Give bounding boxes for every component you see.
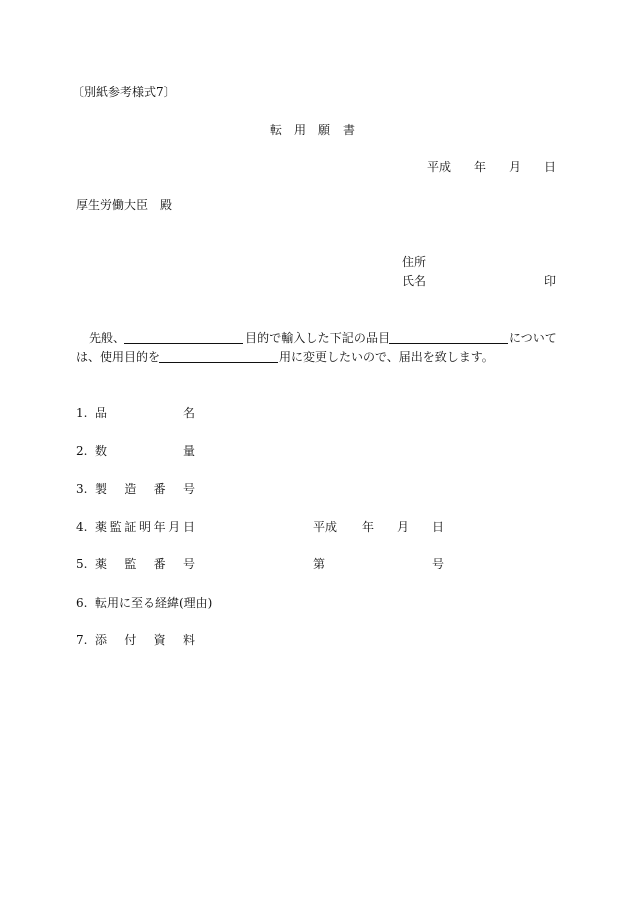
body-text: 目的で輸入した下記の品目 — [245, 331, 391, 345]
item-label: 薬 監 証 明 年 月 日 — [95, 520, 195, 534]
seal-label: 印 — [544, 274, 557, 288]
item-blank[interactable] — [389, 331, 508, 344]
cert-date-year: 年 — [362, 520, 375, 534]
title-char: 書 — [343, 123, 356, 137]
form-reference: 〔別紙参考様式7〕 — [72, 85, 176, 99]
item-number: 2. — [76, 444, 88, 458]
date-day: 日 — [544, 160, 557, 174]
item-number: 4. — [76, 520, 88, 534]
date-month: 月 — [509, 160, 522, 174]
item-label: 転用に至る経緯(理由) — [95, 596, 213, 610]
item-number: 7. — [76, 633, 88, 647]
title-char: 用 — [294, 123, 307, 137]
item-label: 品 名 — [95, 406, 195, 420]
item-number: 1. — [76, 406, 88, 420]
body-text: は、使用目的を — [76, 350, 161, 364]
purpose-blank[interactable] — [124, 331, 243, 344]
item-label: 薬 監 番 号 — [95, 557, 195, 571]
cert-date-day: 日 — [432, 520, 445, 534]
body-text: について — [509, 331, 557, 345]
date-year: 年 — [474, 160, 487, 174]
body-text: 先般、 — [89, 331, 126, 345]
address-label: 住所 — [402, 255, 427, 269]
cert-number-suffix: 号 — [432, 557, 445, 571]
date-era: 平成 — [427, 160, 452, 174]
addressee: 厚生労働大臣 殿 — [76, 198, 173, 212]
item-label: 添 付 資 料 — [95, 633, 195, 647]
body-text: 用に変更したいので、届出を致します。 — [279, 350, 494, 364]
item-label: 数 量 — [95, 444, 195, 458]
title-char: 転 — [270, 123, 283, 137]
item-number: 6. — [76, 596, 88, 610]
cert-date-month: 月 — [397, 520, 410, 534]
cert-number-prefix: 第 — [313, 557, 326, 571]
item-number: 5. — [76, 557, 88, 571]
item-label: 製 造 番 号 — [95, 482, 195, 496]
item-number: 3. — [76, 482, 88, 496]
name-label: 氏名 — [402, 274, 427, 288]
title-char: 願 — [318, 123, 331, 137]
cert-date-era: 平成 — [313, 520, 338, 534]
new-use-blank[interactable] — [159, 350, 278, 363]
